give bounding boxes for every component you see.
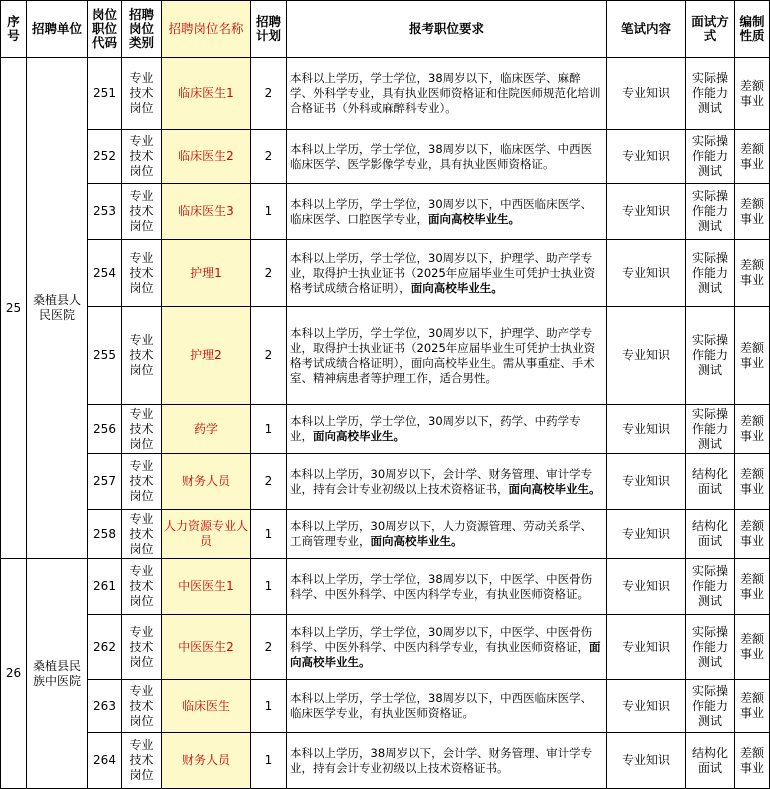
plan-cell: 2 <box>251 130 287 184</box>
table-row <box>1 454 770 510</box>
table-row <box>1 58 770 130</box>
requirement-cell <box>287 240 607 307</box>
requirement-cell <box>287 130 607 184</box>
interview-cell: 实际操作能力测试 <box>686 615 735 680</box>
requirement-cell <box>287 559 607 615</box>
position-name-cell: 临床医生3 <box>162 184 251 240</box>
requirement-cell <box>287 680 607 733</box>
seq-cell: 26 <box>1 559 27 789</box>
interview-cell: 结构化面试 <box>686 454 735 510</box>
plan-cell: 2 <box>251 58 287 130</box>
requirement-text: 本科以上学历，学士学位，30周岁以下，药学、中药学专业， <box>290 414 581 443</box>
category-cell: 专业技术岗位 <box>122 454 162 510</box>
category-cell: 专业技术岗位 <box>122 510 162 559</box>
code-cell: 264 <box>88 733 122 789</box>
category-cell: 专业技术岗位 <box>122 130 162 184</box>
nature-cell: 差额事业 <box>735 130 770 184</box>
plan-cell: 2 <box>251 615 287 680</box>
header-unit: 招聘单位 <box>27 1 88 58</box>
requirement-cell <box>287 405 607 454</box>
requirement-text: 本科以上学历，38周岁以下，会计学、财务管理、审计学专业，持有会计专业初级以上技术资格证书。 <box>290 745 593 775</box>
header-code: 岗位职位代码 <box>88 1 122 58</box>
table-row <box>1 615 770 680</box>
category-cell: 专业技术岗位 <box>122 58 162 130</box>
requirement-bold-text: 面向高校毕业生。 <box>290 639 601 669</box>
written-exam-cell: 专业知识 <box>607 307 686 405</box>
interview-cell: 实际操作能力测试 <box>686 680 735 733</box>
header-seq: 序号 <box>1 1 27 58</box>
interview-cell: 结构化面试 <box>686 733 735 789</box>
interview-cell: 实际操作能力测试 <box>686 184 735 240</box>
written-exam-cell: 专业知识 <box>607 130 686 184</box>
position-name-cell: 中医医生1 <box>162 559 251 615</box>
code-cell: 255 <box>88 307 122 405</box>
written-exam-cell: 专业知识 <box>607 680 686 733</box>
nature-cell: 差额事业 <box>735 615 770 680</box>
written-exam-cell: 专业知识 <box>607 405 686 454</box>
table-row <box>1 130 770 184</box>
category-cell: 专业技术岗位 <box>122 307 162 405</box>
code-cell: 254 <box>88 240 122 307</box>
code-cell: 262 <box>88 615 122 680</box>
header-category: 招聘岗位类别 <box>122 1 162 58</box>
requirement-bold-text: 面向高校毕业生。 <box>410 280 503 295</box>
requirement-cell <box>287 615 607 680</box>
header-interview: 面试方式 <box>686 1 735 58</box>
header-row <box>1 1 770 58</box>
code-cell: 251 <box>88 58 122 130</box>
seq-cell: 25 <box>1 58 27 559</box>
nature-cell: 差额事业 <box>735 58 770 130</box>
position-name-cell: 人力资源专业人员 <box>162 510 251 559</box>
code-cell: 253 <box>88 184 122 240</box>
plan-cell: 2 <box>251 454 287 510</box>
position-name-cell: 财务人员 <box>162 454 251 510</box>
nature-cell: 差额事业 <box>735 559 770 615</box>
table-row <box>1 405 770 454</box>
category-cell: 专业技术岗位 <box>122 559 162 615</box>
category-cell: 专业技术岗位 <box>122 680 162 733</box>
requirement-cell <box>287 184 607 240</box>
plan-cell: 1 <box>251 405 287 454</box>
code-cell: 257 <box>88 454 122 510</box>
requirement-bold-text: 面向高校毕业生。 <box>313 429 405 443</box>
written-exam-cell: 专业知识 <box>607 733 686 789</box>
interview-cell: 实际操作能力测试 <box>686 307 735 405</box>
requirement-text: 本科以上学历，学士学位，30周岁以下，中西医临床医学、临床医学、口腔医学专业， <box>290 196 593 226</box>
requirement-cell <box>287 58 607 130</box>
category-cell: 专业技术岗位 <box>122 733 162 789</box>
nature-cell: 差额事业 <box>735 454 770 510</box>
nature-cell: 差额事业 <box>735 184 770 240</box>
interview-cell: 实际操作能力测试 <box>686 130 735 184</box>
nature-cell: 差额事业 <box>735 405 770 454</box>
plan-cell: 1 <box>251 559 287 615</box>
header-name: 招聘岗位名称 <box>162 1 251 58</box>
table-row <box>1 240 770 307</box>
header-plan: 招聘计划 <box>251 1 287 58</box>
position-name-cell: 护理2 <box>162 307 251 405</box>
table-row <box>1 510 770 559</box>
table-row <box>1 733 770 789</box>
unit-cell: 桑植县人民医院 <box>27 58 88 559</box>
interview-cell: 实际操作能力测试 <box>686 240 735 307</box>
requirement-bold-text: 面向高校毕业生。 <box>370 534 463 548</box>
plan-cell: 1 <box>251 510 287 559</box>
position-name-cell: 中医医生2 <box>162 615 251 680</box>
written-exam-cell: 专业知识 <box>607 58 686 130</box>
position-name-cell: 临床医生1 <box>162 58 251 130</box>
header-req: 报考职位要求 <box>287 1 607 58</box>
category-cell: 专业技术岗位 <box>122 405 162 454</box>
header-written: 笔试内容 <box>607 1 686 58</box>
interview-cell: 实际操作能力测试 <box>686 58 735 130</box>
code-cell: 256 <box>88 405 122 454</box>
requirement-text: 本科以上学历，30周岁以下，会计学、财务管理、审计学专业，持有会计专业初级以上技术资格证书， <box>290 466 593 496</box>
interview-cell: 结构化面试 <box>686 510 735 559</box>
requirement-text: 本科以上学历，学士学位，38周岁以下，中西医临床医学、临床医学专业，有执业医师资格证。 <box>290 691 593 720</box>
plan-cell: 1 <box>251 680 287 733</box>
nature-cell: 差额事业 <box>735 680 770 733</box>
nature-cell: 差额事业 <box>735 240 770 307</box>
requirement-text: 本科以上学历，学士学位，38周岁以下，临床医学、麻醉学、外科学专业，具有执业医师资格证和住院医师规范化培训合格证书（外科或麻醉科专业）。 <box>290 71 601 115</box>
written-exam-cell: 专业知识 <box>607 240 686 307</box>
requirement-bold-text: 面向高校毕业生。 <box>508 481 601 496</box>
plan-cell: 2 <box>251 307 287 405</box>
position-name-cell: 药学 <box>162 405 251 454</box>
plan-cell: 1 <box>251 184 287 240</box>
written-exam-cell: 专业知识 <box>607 184 686 240</box>
plan-cell: 2 <box>251 240 287 307</box>
requirement-text: 本科以上学历，学士学位，30周岁以下，护理学、助产学专业，取得护士执业证书（2025年应届毕业生可凭护士执业资格考试成绩合格证明）， <box>290 250 596 295</box>
position-name-cell: 临床医生 <box>162 680 251 733</box>
interview-cell: 实际操作能力测试 <box>686 559 735 615</box>
header-nature: 编制性质 <box>735 1 770 58</box>
plan-cell: 1 <box>251 733 287 789</box>
requirement-cell <box>287 733 607 789</box>
requirement-text: 本科以上学历，学士学位，38周岁以下，中医学、中医骨伤科学、中医外科学、中医内科学专业，有执业医师资格证。 <box>290 571 593 601</box>
table-row <box>1 184 770 240</box>
nature-cell: 差额事业 <box>735 510 770 559</box>
unit-cell: 桑植县民族中医院 <box>27 559 88 789</box>
table-row <box>1 559 770 615</box>
requirement-cell <box>287 510 607 559</box>
nature-cell: 差额事业 <box>735 307 770 405</box>
requirement-cell <box>287 307 607 405</box>
written-exam-cell: 专业知识 <box>607 454 686 510</box>
interview-cell: 实际操作能力测试 <box>686 405 735 454</box>
requirement-text: 本科以上学历，学士学位，30周岁以下，中医学、中医骨伤科学、中医外科学、中医内科学专业，有执业医师资格证， <box>290 624 593 654</box>
requirement-text: 本科以上学历，30周岁以下，人力资源管理、劳动关系学、工商管理专业， <box>290 519 593 548</box>
code-cell: 258 <box>88 510 122 559</box>
requirement-text: 本科以上学历，学士学位，38周岁以下，临床医学、中西医临床医学、医学影像学专业，具有执业医师资格证。 <box>290 141 593 171</box>
table-row <box>1 307 770 405</box>
category-cell: 专业技术岗位 <box>122 615 162 680</box>
position-name-cell: 临床医生2 <box>162 130 251 184</box>
written-exam-cell: 专业知识 <box>607 615 686 680</box>
category-cell: 专业技术岗位 <box>122 184 162 240</box>
written-exam-cell: 专业知识 <box>607 559 686 615</box>
requirement-cell <box>287 454 607 510</box>
requirement-text: 本科以上学历，学士学位，30周岁以下，护理学、助产学专业，取得护士执业证书（2025年应届毕业生可凭护士执业资格考试成绩合格证明），面向高校毕业生。需从事重症、手术室、精神病患者等护理工作，适合男性。 <box>290 325 596 385</box>
code-cell: 263 <box>88 680 122 733</box>
code-cell: 261 <box>88 559 122 615</box>
position-name-cell: 财务人员 <box>162 733 251 789</box>
position-name-cell: 护理1 <box>162 240 251 307</box>
written-exam-cell: 专业知识 <box>607 510 686 559</box>
requirement-bold-text: 面向高校毕业生。 <box>428 211 520 226</box>
category-cell: 专业技术岗位 <box>122 240 162 307</box>
table-row <box>1 680 770 733</box>
code-cell: 252 <box>88 130 122 184</box>
nature-cell: 差额事业 <box>735 733 770 789</box>
